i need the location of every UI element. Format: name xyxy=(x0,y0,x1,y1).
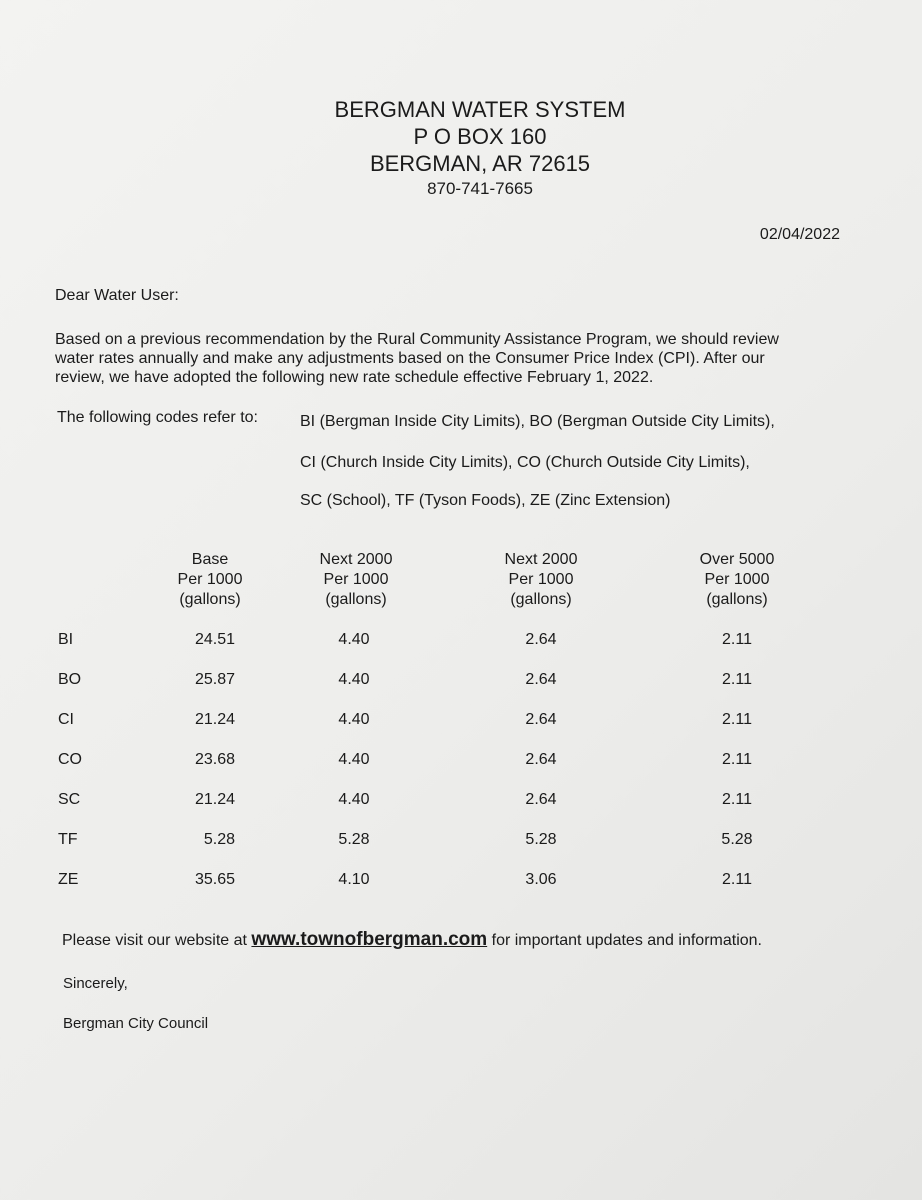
rate-cell: 21.24 xyxy=(194,711,235,728)
column-header-over-5000 xyxy=(667,550,807,610)
column-header-next-2000 xyxy=(286,550,426,610)
rate-cell: 2.64 xyxy=(525,711,557,728)
rate-code: BO xyxy=(58,671,82,688)
code-line: CI (Church Inside City Limits), CO (Church Outside City Limits), xyxy=(300,454,750,471)
website-link[interactable]: www.townofbergman.com xyxy=(251,929,488,950)
rate-code: CO xyxy=(58,751,82,768)
rate-cell: 2.11 xyxy=(722,871,752,888)
column-header-line: (gallons) xyxy=(510,591,572,608)
rate-code: BI xyxy=(58,631,74,648)
rate-code: TF xyxy=(58,831,78,848)
code-line: BI (Bergman Inside City Limits), BO (Bergman Outside City Limits), xyxy=(300,413,775,430)
rate-cell: 2.64 xyxy=(525,791,557,808)
rate-cell: 2.11 xyxy=(722,711,752,728)
rate-cell: 4.40 xyxy=(338,751,370,768)
rate-cell: 2.11 xyxy=(722,631,752,648)
website-notice xyxy=(62,929,762,951)
column-header-line: Per 1000 xyxy=(323,571,389,588)
letter-date: 02/04/2022 xyxy=(759,226,840,243)
body-line: water rates annually and make any adjustments based on the Consumer Price Index (CPI). After our xyxy=(55,350,765,367)
signature: Bergman City Council xyxy=(63,1015,209,1032)
rate-cell: 2.11 xyxy=(722,791,752,808)
rate-cell: 5.28 xyxy=(525,831,557,848)
codes-intro: The following codes refer to: xyxy=(57,409,258,426)
column-header-line: Per 1000 xyxy=(177,571,243,588)
rate-cell: 5.28 xyxy=(721,831,753,848)
rate-cell: 2.64 xyxy=(525,671,557,688)
rate-cell: 2.11 xyxy=(722,751,752,768)
rate-code: CI xyxy=(58,711,74,728)
rate-cell: 4.40 xyxy=(338,711,370,728)
rate-cell: 24.51 xyxy=(194,631,235,648)
rate-cell: 4.40 xyxy=(338,791,370,808)
column-header-line: Over 5000 xyxy=(699,551,775,568)
rate-code: ZE xyxy=(58,871,79,888)
column-header-line: Next 2000 xyxy=(319,551,393,568)
body-line: review, we have adopted the following new rate schedule effective February 1, 2022. xyxy=(55,369,654,386)
column-header-line: (gallons) xyxy=(706,591,768,608)
rate-code: SC xyxy=(58,791,81,808)
website-notice-suffix: for important updates and information. xyxy=(487,932,762,949)
letterhead xyxy=(0,96,922,201)
rate-cell: 3.06 xyxy=(525,871,557,888)
body-paragraph xyxy=(55,330,875,387)
rate-cell: 4.10 xyxy=(338,871,370,888)
body-line: Based on a previous recommendation by the Rural Community Assistance Program, we should review xyxy=(55,331,779,348)
column-header-next-2000-second xyxy=(471,550,611,610)
rate-cell: 5.28 xyxy=(203,831,235,848)
column-header-line: Per 1000 xyxy=(508,571,574,588)
column-header-line: (gallons) xyxy=(325,591,387,608)
closing: Sincerely, xyxy=(63,975,128,992)
rate-cell: 4.40 xyxy=(338,631,370,648)
rate-cell: 21.24 xyxy=(194,791,235,808)
rate-cell: 2.64 xyxy=(525,751,557,768)
rate-cell: 2.11 xyxy=(722,671,752,688)
city-state-zip: BERGMAN, AR 72615 xyxy=(369,151,591,176)
column-header-line: Base xyxy=(191,551,229,568)
greeting: Dear Water User: xyxy=(55,287,179,304)
phone-number: 870-741-7665 xyxy=(427,179,533,198)
rate-cell: 23.68 xyxy=(194,751,235,768)
code-line: SC (School), TF (Tyson Foods), ZE (Zinc Extension) xyxy=(300,492,671,509)
rate-cell: 25.87 xyxy=(194,671,235,688)
po-box: P O BOX 160 xyxy=(413,124,547,149)
org-name: BERGMAN WATER SYSTEM xyxy=(334,97,626,122)
rate-cell: 2.64 xyxy=(525,631,557,648)
rate-cell: 35.65 xyxy=(194,871,235,888)
website-notice-prefix: Please visit our website at xyxy=(62,932,252,949)
column-header-base xyxy=(140,550,280,610)
rate-cell: 4.40 xyxy=(338,671,370,688)
rate-cell: 5.28 xyxy=(338,831,370,848)
column-header-line: Next 2000 xyxy=(504,551,578,568)
column-header-line: Per 1000 xyxy=(704,571,770,588)
column-header-line: (gallons) xyxy=(179,591,241,608)
